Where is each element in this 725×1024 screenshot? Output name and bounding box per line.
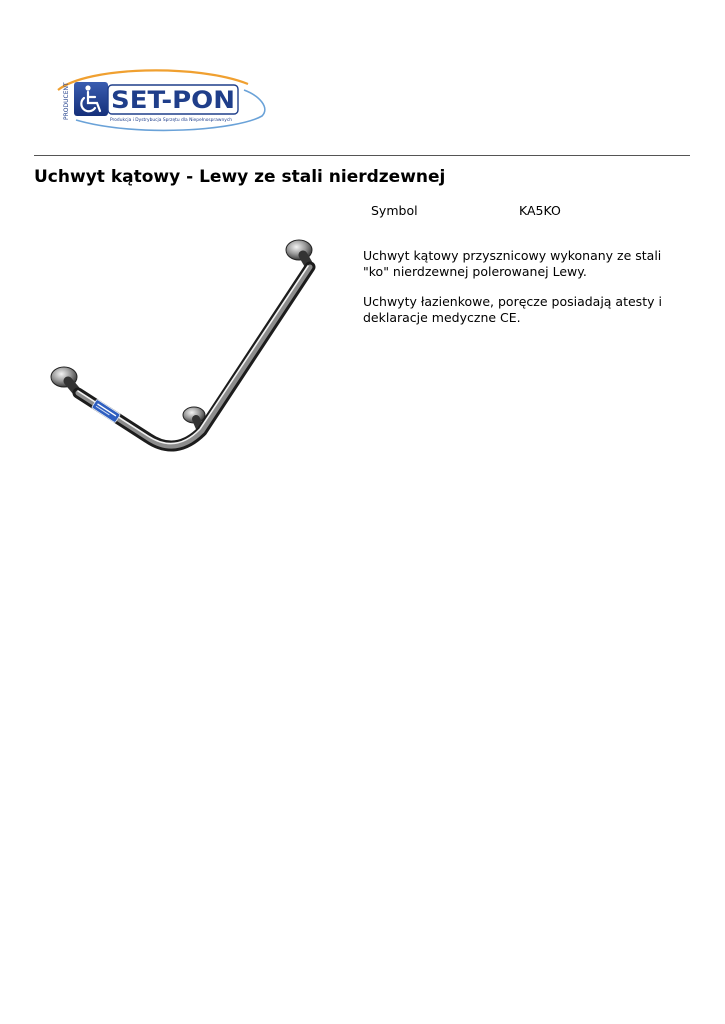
logo-brand-text: SET-PON: [111, 86, 235, 114]
spec-value: KA5KO: [519, 203, 561, 218]
company-logo: [48, 68, 268, 134]
grab-bar-illustration: [44, 235, 334, 465]
spec-label: Symbol: [371, 203, 418, 218]
logo-side-text: PRODUCENT: [63, 82, 70, 120]
product-description: [363, 248, 673, 340]
description-paragraph: Uchwyty łazienkowe, poręcze posiadają atesty i deklaracje medyczne CE.: [363, 294, 662, 325]
header-divider: [34, 155, 690, 156]
description-paragraph: Uchwyt kątowy przysznicowy wykonany ze stali "ko" nierdzewnej polerowanej Lewy.: [363, 248, 662, 279]
logo-tagline: Produkcja i Dystrybucja Sprzętu dla Niepełnosprawnych: [110, 118, 233, 123]
product-image: [44, 235, 334, 465]
product-title: Uchwyt kątowy - Lewy ze stali nierdzewnej: [34, 167, 446, 187]
